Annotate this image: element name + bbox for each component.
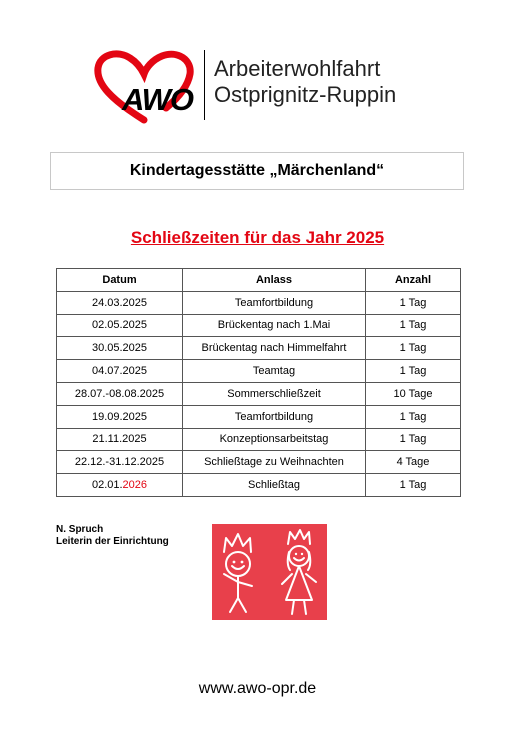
page-heading: Schließzeiten für das Jahr 2025: [130, 228, 385, 247]
cell-date: 24.03.2025: [57, 291, 183, 314]
kids-illustration: [212, 524, 327, 620]
cell-date: 21.11.2025: [57, 428, 183, 451]
cell-reason: Teamfortbildung: [183, 291, 366, 314]
cell-count: 10 Tage: [366, 382, 461, 405]
cell-count: 1 Tag: [366, 428, 461, 451]
cell-date: 02.05.2025: [57, 314, 183, 337]
table-row: [57, 428, 461, 451]
cell-count: 1 Tag: [366, 291, 461, 314]
table-row: [57, 382, 461, 405]
cell-reason: Sommerschließzeit: [183, 382, 366, 405]
cell-count: 1 Tag: [366, 474, 461, 497]
cell-date: [57, 474, 183, 497]
header-count: Anzahl: [366, 269, 461, 292]
closure-table: [56, 268, 461, 497]
org-name-line2: Ostprignitz-Ruppin: [214, 82, 397, 107]
logo-divider: [204, 50, 205, 120]
header-date: Datum: [57, 269, 183, 292]
cell-reason: Teamtag: [183, 360, 366, 383]
table-row: [57, 337, 461, 360]
cell-reason: Teamfortbildung: [183, 405, 366, 428]
cell-date: 04.07.2025: [57, 360, 183, 383]
signature-role: Leiterin der Einrichtung: [56, 536, 169, 547]
cell-reason: Schließtage zu Weihnachten: [183, 451, 366, 474]
awo-wordmark: AWO: [122, 82, 194, 117]
table-row: [57, 314, 461, 337]
awo-logo: [92, 44, 432, 128]
cell-date: 19.09.2025: [57, 405, 183, 428]
cell-reason: Brückentag nach Himmelfahrt: [183, 337, 366, 360]
cell-count: 1 Tag: [366, 405, 461, 428]
signature-block: [56, 524, 169, 548]
cell-reason: Konzeptionsarbeitstag: [183, 428, 366, 451]
header-reason: Anlass: [183, 269, 366, 292]
cell-count: 1 Tag: [366, 360, 461, 383]
table-row: [57, 291, 461, 314]
cell-date: 30.05.2025: [57, 337, 183, 360]
cell-count: 1 Tag: [366, 314, 461, 337]
table-row: [57, 405, 461, 428]
date-prefix: 02.01.: [91, 479, 123, 492]
table-row: [57, 360, 461, 383]
date-year-highlight: 2026: [122, 479, 148, 492]
cell-date: 28.07.-08.08.2025: [57, 382, 183, 405]
table-header-row: [57, 269, 461, 292]
website-url: www.awo-opr.de: [198, 680, 317, 697]
signature-name: N. Spruch: [56, 524, 104, 535]
table-row: [57, 451, 461, 474]
children-drawing-icon: [212, 524, 327, 620]
cell-count: 4 Tage: [366, 451, 461, 474]
cell-reason: Schließtag: [183, 474, 366, 497]
cell-date: 22.12.-31.12.2025: [57, 451, 183, 474]
facility-name: Kindertagesstätte „Märchenland“: [50, 152, 464, 190]
cell-count: 1 Tag: [366, 337, 461, 360]
cell-reason: Brückentag nach 1.Mai: [183, 314, 366, 337]
org-name-line1: Arbeiterwohlfahrt: [214, 56, 381, 81]
table-row: [57, 474, 461, 497]
